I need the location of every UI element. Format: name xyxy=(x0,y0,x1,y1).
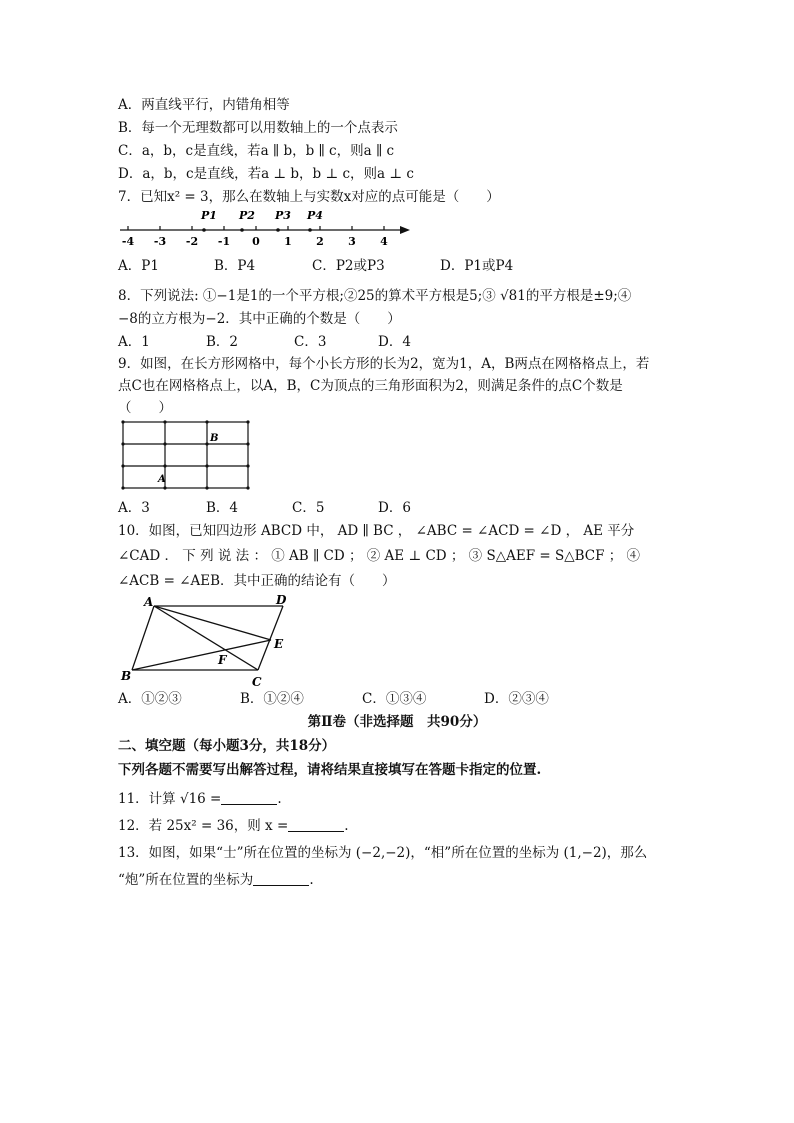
number-line-point-label: P3 xyxy=(275,209,291,222)
q13-answer-blank xyxy=(253,871,309,886)
number-line-tick-label: 3 xyxy=(348,235,356,248)
grid-label-b: B xyxy=(210,433,219,444)
q7-option-d: D．P1或P4 xyxy=(440,258,514,274)
fig-label-f: F xyxy=(218,653,227,667)
fig-label-e: E xyxy=(274,637,284,651)
q10-option-c: C．①③④ xyxy=(362,691,427,707)
fig-label-a: A xyxy=(144,595,154,609)
q7-stem: 7．已知x² = 3，那么在数轴上与实数x对应的点可能是（ ） xyxy=(118,189,500,205)
q13-suffix: . xyxy=(309,872,314,888)
q6-option-a: A．两直线平行，内错角相等 xyxy=(118,97,290,113)
q6-option-d: D．a，b，c是直线，若a ⊥ b，b ⊥ c，则a ⊥ c xyxy=(118,166,414,182)
q11-prefix: 11．计算 √16 = xyxy=(118,791,222,807)
number-line-point-label: P2 xyxy=(239,209,255,222)
q8-option-b: B．2 xyxy=(206,334,239,350)
number-line-point xyxy=(240,228,244,232)
q7-option-b: B．P4 xyxy=(214,258,256,274)
section-heading: 第Ⅱ卷（非选择题 共90分） xyxy=(307,714,487,730)
q8-option-d: D．4 xyxy=(378,334,411,350)
fig-label-b: B xyxy=(121,669,132,683)
q10-line3: ∠ACB = ∠AEB．其中正确的结论有（ ） xyxy=(118,573,396,589)
q10-option-d: D．②③④ xyxy=(484,691,549,707)
number-line-points xyxy=(200,209,323,232)
q10-option-b: B．①②④ xyxy=(240,691,304,707)
q9-line2: 点C也在网格格点上，以A，B，C为顶点的三角形面积为2，则满足条件的点C个数是 xyxy=(118,378,623,394)
quadrilateral-figure xyxy=(118,594,298,690)
number-line-point-label: P4 xyxy=(307,209,323,222)
q12-prefix: 12．若 25x² = 36，则 x = xyxy=(118,818,289,834)
q10-option-a: A．①②③ xyxy=(118,691,182,707)
number-line-tick-label: 1 xyxy=(284,235,292,248)
number-line-tick-label: 2 xyxy=(316,235,324,248)
q9-option-a: A．3 xyxy=(118,500,150,516)
grid-border xyxy=(123,422,248,488)
q8-option-a: A．1 xyxy=(118,334,150,350)
q10-options xyxy=(118,690,549,708)
q12-answer-blank xyxy=(288,817,344,832)
q9-option-b: B．4 xyxy=(206,500,239,516)
fig-label-d: D xyxy=(276,593,287,607)
q6-option-c: C．a，b，c是直线，若a ∥ b，b ∥ c，则a ∥ c xyxy=(118,143,395,159)
segment-ae xyxy=(154,606,271,640)
grid-label-a: A xyxy=(158,474,166,485)
q8-options xyxy=(118,333,411,351)
fig-label-c: C xyxy=(252,675,262,689)
q7-options xyxy=(118,257,513,275)
q9-option-c: C．5 xyxy=(292,500,325,516)
number-line-tick-label: -4 xyxy=(121,235,135,248)
segment-ac xyxy=(154,606,258,670)
q7-option-c: C．P2或P3 xyxy=(312,258,385,274)
q9-line1: 9．如图，在长方形网格中，每个小长方形的长为2，宽为1，A，B两点在网格格点上，若 xyxy=(118,356,650,372)
fill-blank-instruction: 下列各题不需要写出解答过程，请将结果直接填写在答题卡指定的位置. xyxy=(118,762,542,778)
q12 xyxy=(118,817,349,835)
q11-suffix: . xyxy=(277,791,282,807)
q7-option-a: A．P1 xyxy=(118,258,159,274)
q9-option-d: D．6 xyxy=(378,500,411,516)
number-line-point xyxy=(202,228,206,232)
number-line-tick-label: -3 xyxy=(153,235,167,248)
rectangle-grid-figure xyxy=(122,421,252,493)
number-line-tick-label: -2 xyxy=(185,235,199,248)
q9-options xyxy=(118,499,411,517)
q9-line3: （ ） xyxy=(118,400,172,416)
q8-line1: 8．下列说法: ①−1是1的一个平方根;②25的算术平方根是5;③ √81的平方根是±9;④ xyxy=(118,288,632,304)
arrow-icon xyxy=(400,226,410,234)
number-line-tick-label: 0 xyxy=(252,235,260,248)
number-line-point xyxy=(308,228,312,232)
q8-line2: −8的立方根为−2．其中正确的个数是（ ） xyxy=(118,311,401,327)
q13-line2 xyxy=(118,871,314,889)
segment-ba xyxy=(132,606,154,670)
q10-line2: ∠CAD ． 下 列 说 法 ： ① AB ∥ CD ； ② AE ⊥ CD ； ③ S△AEF = S△BCF ； ④ xyxy=(118,548,641,564)
number-line-ticks xyxy=(122,226,388,248)
number-line-point xyxy=(276,228,280,232)
q11-answer-blank xyxy=(221,790,277,805)
q12-suffix: . xyxy=(344,818,349,834)
q13-line1: 13．如图，如果“士”所在位置的坐标为 (−2,−2)，“相”所在位置的坐标为 (1,−2)，那么 xyxy=(118,845,648,861)
number-line-point-label: P1 xyxy=(201,209,217,222)
q6-option-b: B．每一个无理数都可以用数轴上的一个点表示 xyxy=(118,120,398,136)
q10-line1: 10．如图，已知四边形 ABCD 中， AD ∥ BC ， ∠ABC = ∠ACD = ∠D ， AE 平分 xyxy=(118,523,635,539)
q11 xyxy=(118,790,282,808)
number-line-tick-label: 4 xyxy=(380,235,388,248)
number-line-tick-label: -1 xyxy=(217,235,231,248)
q13-prefix: “炮”所在位置的坐标为 xyxy=(118,872,254,888)
fill-blank-part-title: 二、填空题（每小题3分，共18分） xyxy=(118,738,336,754)
number-line-figure xyxy=(118,206,418,250)
q8-option-c: C．3 xyxy=(294,334,327,350)
